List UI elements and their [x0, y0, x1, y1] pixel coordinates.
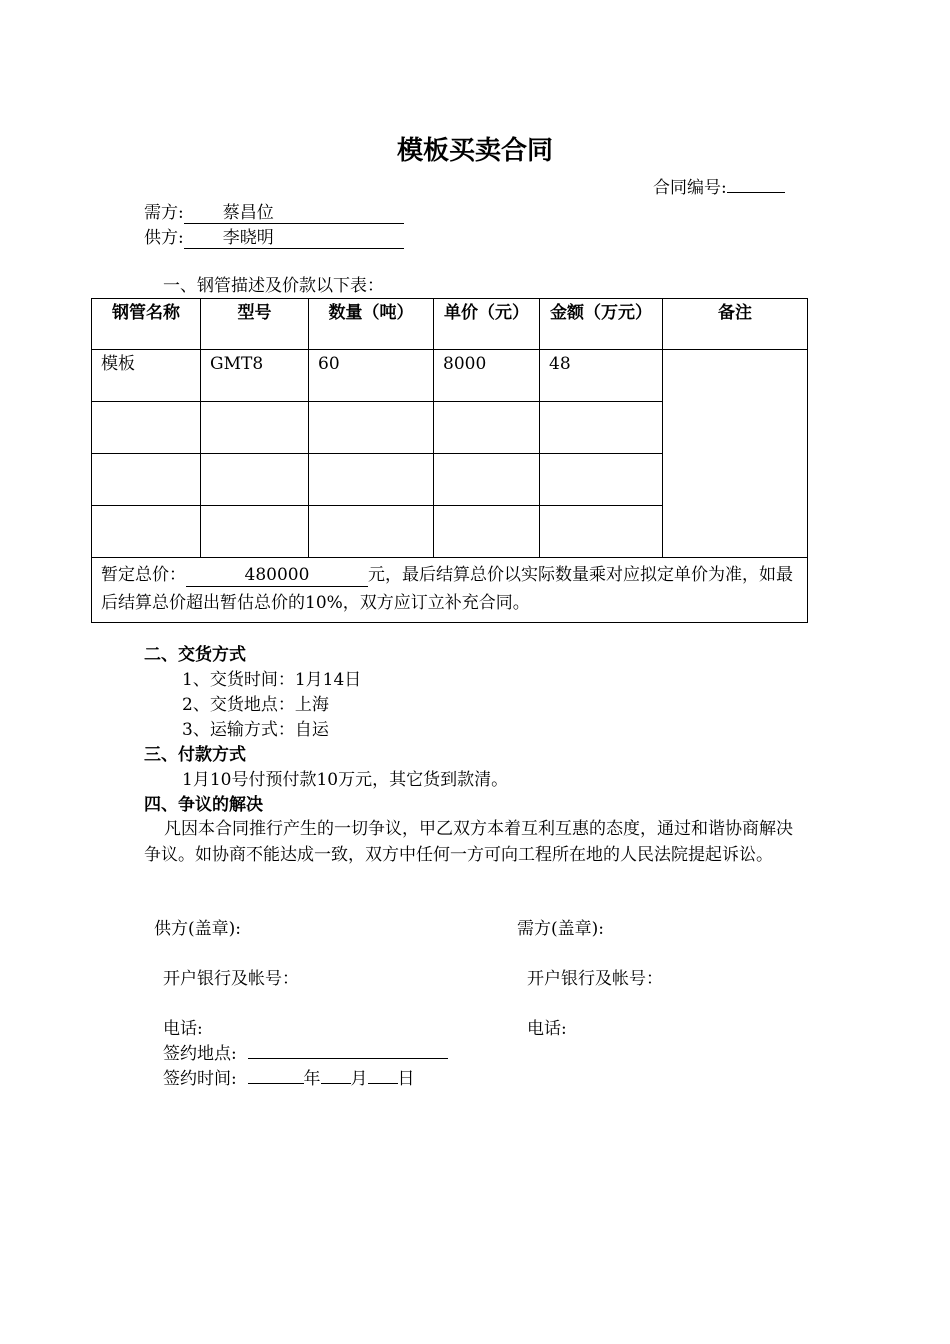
seller-name: 李晓明 — [222, 228, 274, 248]
buyer-line — [144, 201, 404, 225]
month-label: 月 — [350, 1069, 368, 1089]
sign-place-line — [163, 1042, 448, 1066]
cell-quantity[interactable] — [309, 402, 434, 454]
cell-quantity[interactable] — [309, 454, 434, 506]
table-header-row — [92, 299, 808, 350]
buyer-seal-label: 需方(盖章): — [517, 919, 604, 939]
section-4-heading: 四、争议的解决 — [144, 795, 263, 815]
delivery-transport: 3、运输方式：自运 — [182, 720, 329, 740]
year-blank[interactable] — [248, 1083, 304, 1084]
sign-time-line — [163, 1067, 415, 1091]
cell-model[interactable] — [201, 402, 309, 454]
section-1-heading: 一、钢管描述及价款以下表： — [163, 276, 384, 296]
cell-name[interactable]: 模板 — [92, 350, 201, 402]
total-value[interactable]: 480000 — [186, 564, 368, 587]
buyer-label: 需方: — [144, 203, 184, 223]
seller-bank-label: 开户银行及帐号： — [163, 969, 299, 989]
seller-line — [144, 226, 404, 250]
header-remarks: 备注 — [663, 299, 808, 350]
cell-unit-price[interactable] — [434, 402, 540, 454]
buyer-bank-label: 开户银行及帐号： — [527, 969, 663, 989]
sign-place-blank[interactable] — [248, 1058, 448, 1059]
cell-model[interactable] — [201, 454, 309, 506]
cell-unit-price[interactable] — [434, 506, 540, 558]
seller-field[interactable] — [184, 228, 404, 249]
total-price-cell — [92, 558, 808, 623]
payment-text: 1月10号付预付款10万元，其它货到款清。 — [182, 770, 509, 790]
header-quantity: 数量（吨） — [309, 299, 434, 350]
cell-unit-price[interactable]: 8000 — [434, 350, 540, 402]
cell-name[interactable] — [92, 402, 201, 454]
seller-label: 供方: — [144, 228, 184, 248]
day-label: 日 — [397, 1069, 415, 1089]
section-3-heading: 三、付款方式 — [144, 745, 246, 765]
total-suffix: 元，最后结算总价以实际数量乘对应拟定单价为准，如最后结算总价超出暂估总价的10%，双方应订立补充合同。 — [101, 565, 793, 613]
dispute-text: 凡因本合同推行产生的一切争议，甲乙双方本着互利互惠的态度，通过和谐协商解决争议。如协商不能达成一致，双方中任何一方可向工程所在地的人民法院提起诉讼。 — [144, 819, 793, 865]
contract-number-blank[interactable] — [727, 192, 785, 193]
month-blank[interactable] — [321, 1083, 351, 1084]
cell-amount[interactable] — [540, 506, 663, 558]
cell-amount[interactable] — [540, 402, 663, 454]
buyer-name: 蔡昌位 — [222, 203, 274, 223]
header-model: 型号 — [201, 299, 309, 350]
header-name: 钢管名称 — [92, 299, 201, 350]
header-unit-price: 单价（元） — [434, 299, 540, 350]
cell-amount[interactable]: 48 — [540, 350, 663, 402]
sign-time-label: 签约时间: — [163, 1069, 237, 1089]
sign-place-label: 签约地点: — [163, 1044, 237, 1064]
delivery-place: 2、交货地点：上海 — [182, 695, 329, 715]
cell-name[interactable] — [92, 506, 201, 558]
cell-name[interactable] — [92, 454, 201, 506]
contract-number — [653, 176, 785, 200]
header-amount: 金额（万元） — [540, 299, 663, 350]
cell-quantity[interactable]: 60 — [309, 350, 434, 402]
cell-quantity[interactable] — [309, 506, 434, 558]
table-total-row — [92, 558, 808, 623]
delivery-time: 1、交货时间：1月14日 — [182, 670, 362, 690]
day-blank[interactable] — [368, 1083, 398, 1084]
seller-phone-label: 电话: — [163, 1019, 203, 1039]
buyer-phone-label: 电话: — [527, 1019, 567, 1039]
cell-remarks[interactable] — [663, 350, 808, 558]
cell-amount[interactable] — [540, 454, 663, 506]
total-prefix: 暂定总价： — [101, 565, 186, 585]
year-label: 年 — [303, 1069, 321, 1089]
table-row — [92, 350, 808, 402]
document-title: 模板买卖合同 — [396, 136, 553, 166]
cell-model[interactable]: GMT8 — [201, 350, 309, 402]
cell-unit-price[interactable] — [434, 454, 540, 506]
cell-model[interactable] — [201, 506, 309, 558]
price-table — [91, 298, 808, 623]
seller-seal-label: 供方(盖章): — [154, 919, 241, 939]
buyer-field[interactable] — [184, 203, 404, 224]
section-2-heading: 二、交货方式 — [144, 645, 246, 665]
contract-number-label: 合同编号: — [653, 178, 727, 198]
